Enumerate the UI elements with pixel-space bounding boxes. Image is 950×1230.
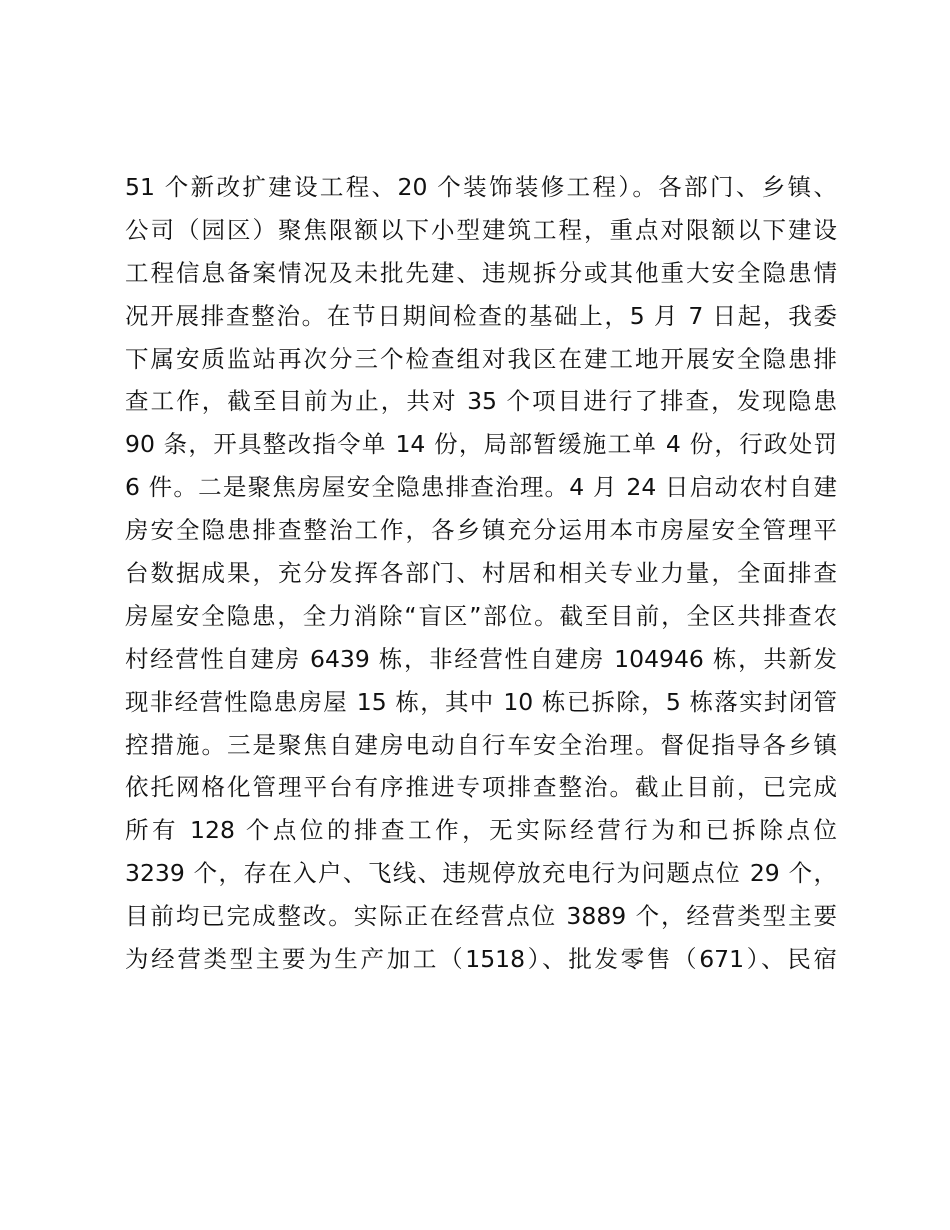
text-line: 控措施。三是聚焦自建房电动自行车安全治理。督促指导各乡镇 bbox=[125, 730, 837, 759]
body-paragraph bbox=[125, 166, 837, 981]
text-line: 现非经营性隐患房屋 15 栋，其中 10 栋已拆除，5 栋落实封闭管 bbox=[125, 687, 837, 716]
text-line: 51 个新改扩建设工程、20 个装饰装修工程）。各部门、乡镇、 bbox=[125, 173, 837, 201]
text-line: 90 条，开具整改指令单 14 份，局部暂缓施工单 4 份，行政处罚 bbox=[125, 430, 837, 459]
text-line: 6 件。二是聚焦房屋安全隐患排查治理。4 月 24 日启动农村自建 bbox=[125, 473, 837, 502]
text-line: 下属安质监站再次分三个检查组对我区在建工地开展安全隐患排 bbox=[125, 344, 837, 373]
text-line: 台数据成果，充分发挥各部门、村居和相关专业力量，全面排查 bbox=[125, 559, 837, 588]
text-line: 房屋安全隐患，全力消除“盲区”部位。截至目前，全区共排查农 bbox=[125, 601, 837, 630]
text-line: 所有 128 个点位的排查工作，无实际经营行为和已拆除点位 bbox=[125, 816, 837, 845]
text-line: 房安全隐患排查整治工作，各乡镇充分运用本市房屋安全管理平 bbox=[125, 516, 837, 545]
text-line: 公司（园区）聚焦限额以下小型建筑工程，重点对限额以下建设 bbox=[125, 215, 837, 244]
text-line: 为经营类型主要为生产加工（1518）、批发零售（671）、民宿 bbox=[125, 945, 837, 974]
text-line: 3239 个，存在入户、飞线、违规停放充电行为问题点位 29 个， bbox=[125, 859, 837, 888]
text-line: 况开展排查整治。在节日期间检查的基础上，5 月 7 日起，我委 bbox=[125, 301, 837, 330]
text-line: 工程信息备案情况及未批先建、违规拆分或其他重大安全隐患情 bbox=[125, 258, 837, 287]
text-line: 村经营性自建房 6439 栋，非经营性自建房 104946 栋，共新发 bbox=[125, 644, 837, 673]
text-line: 目前均已完成整改。实际正在经营点位 3889 个，经营类型主要 bbox=[125, 902, 837, 931]
text-line: 查工作，截至目前为止，共对 35 个项目进行了排查，发现隐患 bbox=[125, 387, 837, 416]
text-line: 依托网格化管理平台有序推进专项排查整治。截止目前，已完成 bbox=[125, 773, 837, 802]
